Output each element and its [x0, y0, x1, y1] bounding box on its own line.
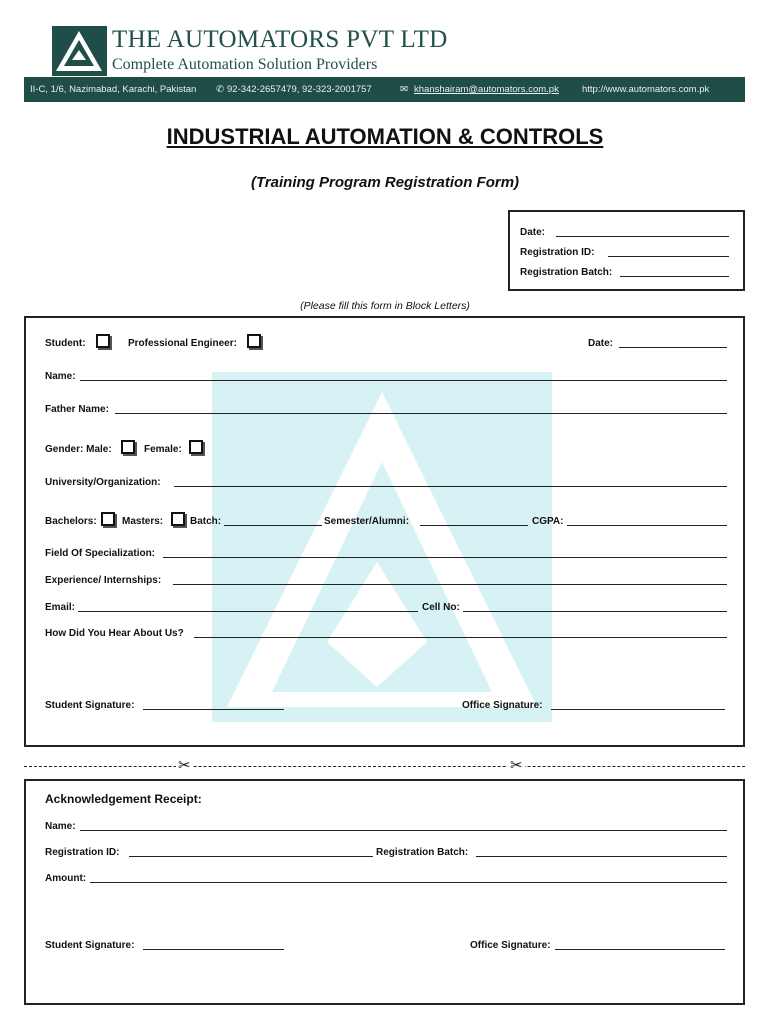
female-checkbox[interactable] [189, 440, 203, 454]
university-field[interactable] [174, 476, 727, 487]
student-signature-field[interactable] [143, 699, 284, 710]
receipt-office-signature-label: Office Signature: [470, 940, 551, 951]
email-field[interactable] [78, 601, 418, 612]
masters-label: Masters: [122, 516, 164, 527]
company-name: THE AUTOMATORS PVT LTD [112, 26, 448, 53]
male-checkbox[interactable] [121, 440, 135, 454]
cell-no-field[interactable] [463, 601, 727, 612]
bachelors-checkbox[interactable] [101, 512, 115, 526]
form-date-label: Date: [588, 338, 614, 349]
receipt-student-signature-field[interactable] [143, 939, 284, 950]
acknowledgement-receipt-box [24, 779, 745, 1005]
female-label: Female: [144, 444, 182, 455]
phone-text: 92-342-2657479, 92-323-2001757 [227, 84, 372, 95]
name-label: Name: [45, 371, 76, 382]
student-checkbox[interactable] [96, 334, 110, 348]
office-signature-label: Office Signature: [462, 700, 543, 711]
office-registration-id-label: Registration ID: [520, 247, 595, 258]
father-name-label: Father Name: [45, 404, 109, 415]
scissors-icon: ✂ [178, 757, 191, 774]
office-use-box [508, 210, 745, 291]
how-heard-field[interactable] [194, 627, 727, 638]
masters-checkbox[interactable] [171, 512, 185, 526]
receipt-registration-batch-label: Registration Batch: [376, 847, 469, 858]
batch-field[interactable] [224, 515, 322, 526]
receipt-name-label: Name: [45, 821, 76, 832]
email-link[interactable]: khanshairam@automators.com.pk [414, 84, 559, 95]
father-name-field[interactable] [115, 403, 727, 414]
bachelors-label: Bachelors: [45, 516, 97, 527]
amount-label: Amount: [45, 873, 87, 884]
gender-male-label: Gender: Male: [45, 444, 112, 455]
receipt-student-signature-label: Student Signature: [45, 940, 135, 951]
contact-bar [24, 77, 745, 102]
company-tagline: Complete Automation Solution Providers [112, 56, 378, 73]
field-of-specialization-label: Field Of Specialization: [45, 548, 156, 559]
cell-no-label: Cell No: [422, 602, 460, 613]
receipt-registration-batch-field[interactable] [476, 846, 727, 857]
form-date-field[interactable] [619, 337, 727, 348]
receipt-name-field[interactable] [80, 820, 727, 831]
office-registration-batch-label: Registration Batch: [520, 267, 613, 278]
student-label: Student: [45, 338, 86, 349]
semester-alumni-field[interactable] [420, 515, 528, 526]
name-field[interactable] [80, 370, 727, 381]
cgpa-label: CGPA: [532, 516, 564, 527]
page-subtitle: (Training Program Registration Form) [250, 174, 520, 191]
cgpa-field[interactable] [567, 515, 727, 526]
phone-icon: ✆ [216, 84, 224, 95]
receipt-registration-id-field[interactable] [129, 846, 373, 857]
field-of-specialization-field[interactable] [163, 547, 727, 558]
office-date-field[interactable] [556, 226, 729, 237]
office-date-label: Date: [520, 227, 546, 238]
receipt-office-signature-field[interactable] [555, 939, 725, 950]
office-registration-id-field[interactable] [608, 246, 729, 257]
university-label: University/Organization: [45, 477, 161, 488]
block-letters-note: (Please fill this form in Block Letters) [300, 300, 470, 312]
page-title: INDUSTRIAL AUTOMATION & CONTROLS [166, 124, 604, 149]
scissors-icon: ✂ [510, 757, 523, 774]
office-registration-batch-field[interactable] [620, 266, 729, 277]
mail-icon: ✉ [400, 84, 408, 95]
amount-field[interactable] [90, 872, 727, 883]
cut-line [24, 766, 745, 767]
student-signature-label: Student Signature: [45, 700, 135, 711]
receipt-registration-id-label: Registration ID: [45, 847, 120, 858]
experience-field[interactable] [173, 574, 727, 585]
receipt-title: Acknowledgement Receipt: [45, 792, 202, 806]
address-text: II-C, 1/6, Nazimabad, Karachi, Pakistan [30, 84, 197, 95]
office-signature-field[interactable] [551, 699, 725, 710]
how-heard-label: How Did You Hear About Us? [45, 628, 184, 639]
experience-label: Experience/ Internships: [45, 575, 162, 586]
batch-label: Batch: [190, 516, 222, 527]
professional-engineer-label: Professional Engineer: [128, 338, 237, 349]
website-link[interactable]: http://www.automators.com.pk [582, 84, 710, 95]
semester-alumni-label: Semester/Alumni: [324, 516, 410, 527]
professional-engineer-checkbox[interactable] [247, 334, 261, 348]
company-logo [52, 26, 107, 76]
email-label: Email: [45, 602, 76, 613]
